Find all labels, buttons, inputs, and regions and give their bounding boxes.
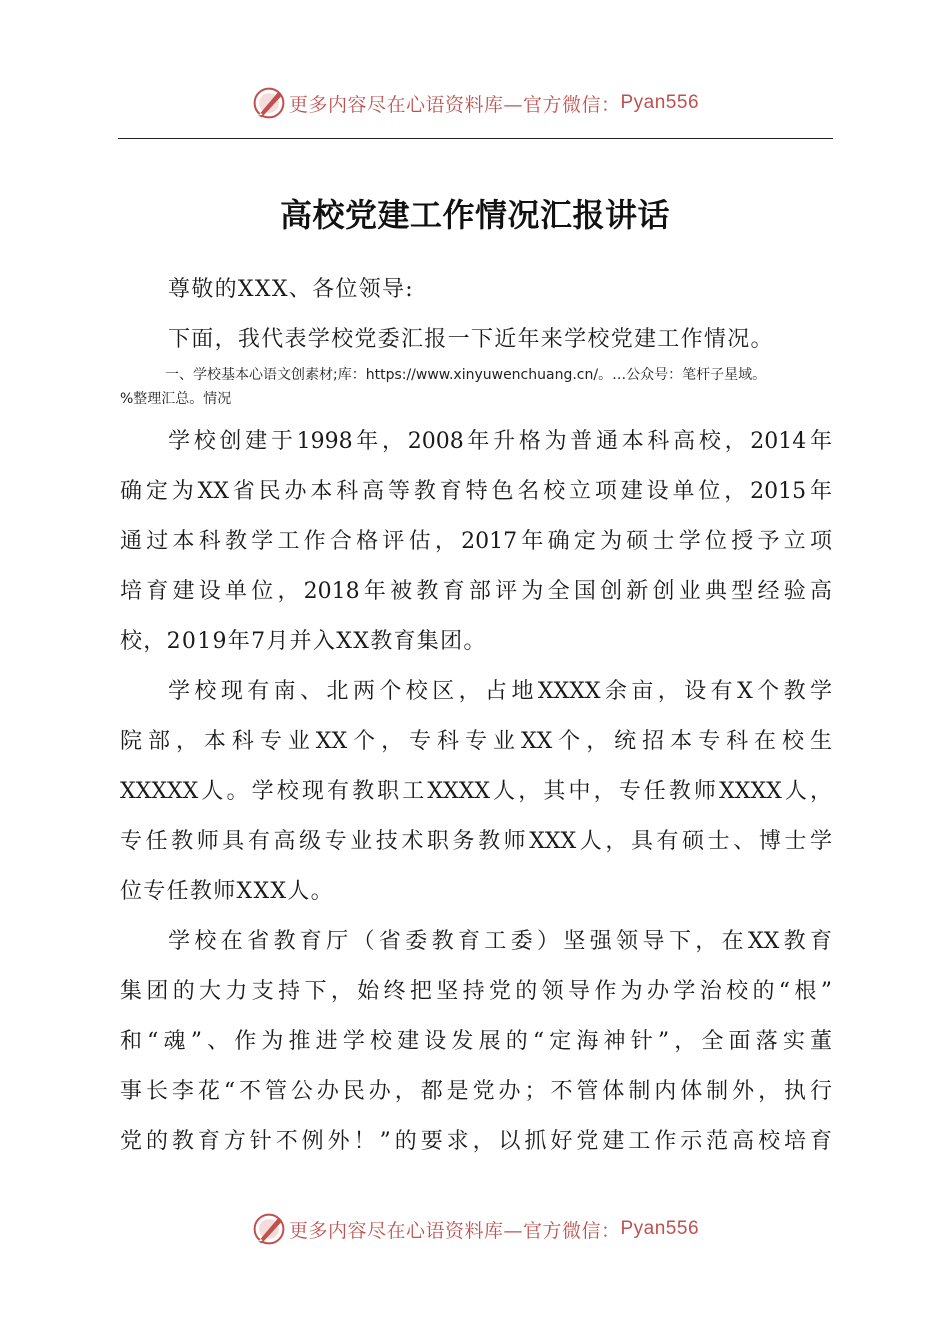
paragraph-line: 学校创建于1998年，2008年升格为普通本科高校，2014年 (168, 429, 832, 454)
banner-wechat-id: Pyan556 (620, 1218, 700, 1239)
intro-line: 下面，我代表学校党委汇报一下近年来学校党建工作情况。 (168, 327, 774, 352)
section-heading-line: 一、学校基本心语文创素材;库：https://www.xinyuwenchuang.cn/。…公众号：笔杆子星域。 (165, 367, 767, 383)
paragraph-line: 位专任教师XXX人。 (120, 879, 334, 904)
paragraph-line: 和“魂”、作为推进学校建设发展的“定海神针”，全面落实董 (120, 1029, 832, 1054)
pen-logo-icon (251, 1211, 287, 1247)
paragraph-line: 培育建设单位，2018年被教育部评为全国创新创业典型经验高 (120, 579, 832, 604)
document-title: 高校党建工作情况汇报讲话 (279, 196, 670, 234)
banner-wechat-id: Pyan556 (620, 92, 700, 113)
paragraph-line: 通过本科教学工作合格评估，2017年确定为硕士学位授予立项 (120, 529, 832, 554)
banner-text: 更多内容尽在心语资料库— (288, 1219, 523, 1242)
paragraph-line: 学校现有南、北两个校区，占地XXXX余亩，设有X个教学 (168, 679, 832, 704)
pen-logo-icon (251, 85, 287, 121)
paragraph-line: 确定为XX省民办本科高等教育特色名校立项建设单位，2015年 (120, 479, 832, 504)
paragraph-line: 校，2019年7月并入XX教育集团。 (120, 629, 487, 654)
banner-wechat-label: 官方微信： (522, 1219, 621, 1242)
paragraph-line: 事长李花“不管公办民办，都是党办；不管体制内体制外，执行 (120, 1079, 832, 1104)
paragraph-line: 集团的大力支持下，始终把坚持党的领导作为办学治校的“根” (120, 979, 832, 1004)
banner-text: 更多内容尽在心语资料库— (288, 93, 523, 116)
paragraph-line: 院部，本科专业XX个，专科专业XX个，统招本专科在校生 (120, 729, 832, 754)
salutation: 尊敬的XXX、各位领导: (168, 277, 414, 302)
paragraph-line: 学校在省教育厅（省委教育工委）坚强领导下，在XX教育 (168, 929, 832, 954)
paragraph-line: 党的教育方针不例外！”的要求，以抓好党建工作示范高校培育 (120, 1129, 832, 1154)
banner-wechat-label: 官方微信： (522, 93, 621, 116)
section-heading-continuation: %整理汇总。情况 (120, 391, 232, 407)
paragraph-line: XXXXX人。学校现有教职工XXXX人，其中，专任教师XXXX人， (120, 779, 832, 804)
paragraph-line: 专任教师具有高级专业技术职务教师XXX人，具有硕士、博士学 (120, 829, 832, 854)
footer-banner (0, 1209, 950, 1249)
header-banner (0, 83, 950, 123)
header-rule (118, 138, 833, 139)
